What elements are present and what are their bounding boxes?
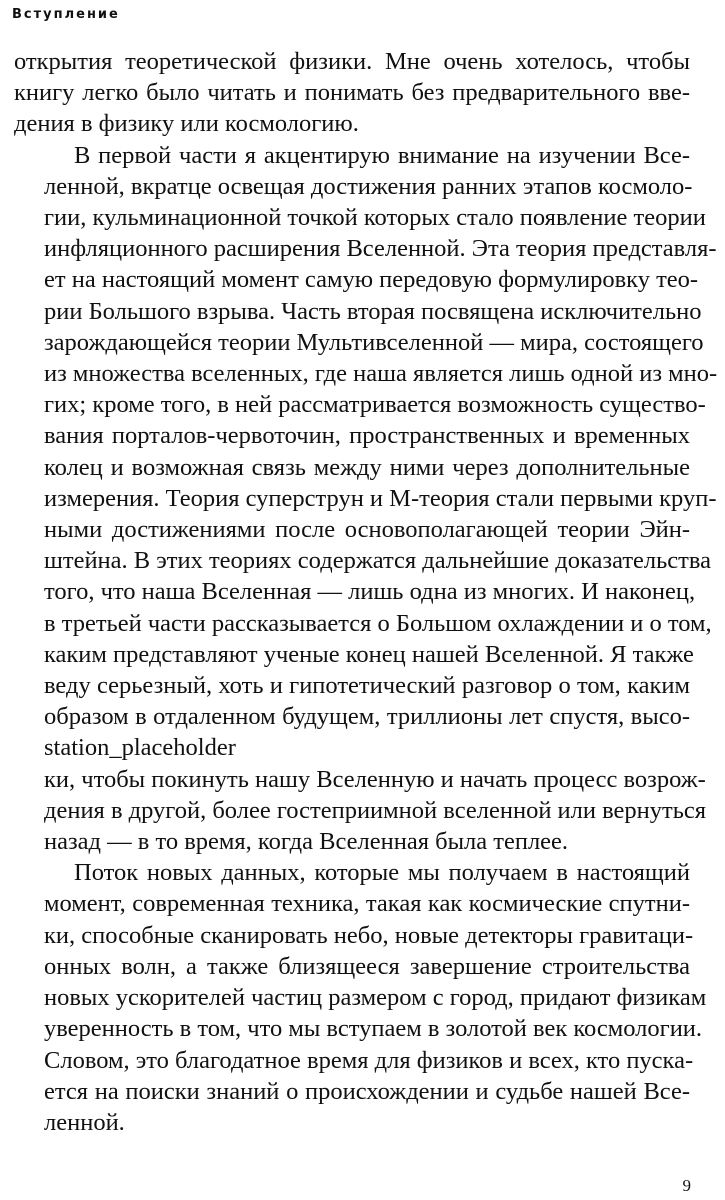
text-line: в третьей части рассказывается о Большом охлаждении и о том, (44, 609, 712, 637)
text-line: колец и возможная связь между ними через дополнительные (44, 453, 690, 481)
text-line: того, что наша Вселенная — лишь одна из многих. И наконец, (44, 578, 696, 606)
text-line: уверенность в том, что мы вступаем в золотой век космологии. (44, 1015, 703, 1043)
page-number: 9 (682, 1176, 691, 1195)
body-text (14, 46, 718, 1138)
text-line: дения в другой, более гостеприимной вселенной или вернуться (44, 796, 707, 824)
text-line: штейна. В этих теориях содержатся дальнейшие доказательства (44, 547, 712, 575)
running-head: Вступление (12, 7, 120, 22)
text-line: момент, современная техника, такая как космические спутни- (44, 890, 690, 918)
text-line: из множества вселенных, где наша является лишь одной из мно- (44, 360, 718, 388)
paragraph-3 (14, 857, 707, 1138)
text-line: В первой части я акцентирую внимание на изучении Все- (74, 141, 690, 169)
text-line: ленной, вкратце освещая достижения ранних этапов космоло- (44, 172, 693, 200)
text-line: вания порталов-червоточин, пространственных и временных (44, 422, 690, 450)
text-line: рии Большого взрыва. Часть вторая посвящена исключительно (44, 297, 702, 325)
text-line: Поток новых данных, которые мы получаем в настоящий (74, 859, 690, 887)
text-line: ется на поиски знаний о происхождении и судьбе нашей Все- (44, 1077, 690, 1105)
text-line: измерения. Теория суперструн и М-теория стали первыми круп- (44, 484, 717, 512)
text-line: ки, способные сканировать небо, новые детекторы гравитаци- (44, 921, 694, 949)
text-line: ки, чтобы покинуть нашу Вселенную и начать процесс возрож- (44, 765, 706, 793)
text-line: дения в физику или космологию. (14, 110, 359, 138)
text-line: инфляционного расширения Вселенной. Эта теория представля- (44, 235, 717, 263)
text-line: онных волн, а также близящееся завершение строительства (44, 952, 690, 980)
text-line: гих; кроме того, в ней рассматривается возможность существо- (44, 391, 706, 419)
text-line: Словом, это благодатное время для физиков и всех, кто пуска- (44, 1046, 694, 1074)
text-line: новых ускорителей частиц размером с город, придают физикам (44, 984, 707, 1012)
text-line: зарождающейся теории Мультивселенной — мира, состоящего (44, 328, 704, 356)
text-line: ет на настоящий момент самую передовую формулировку тео- (44, 266, 699, 294)
text-line: ными достижениями после основополагающей теории Эйн- (44, 516, 690, 544)
text-line: гии, кульминационной точкой которых стало появление теории (44, 204, 706, 232)
text-line: назад — в то время, когда Вселенная была теплее. (44, 828, 569, 856)
text-line: каким представляют ученые конец нашей Вселенной. Я также (44, 640, 694, 668)
text-line: station_placeholder (44, 734, 236, 762)
text-line: книгу легко было читать и понимать без предварительного вве- (14, 79, 690, 107)
paragraph-2 (14, 140, 718, 858)
text-line: образом в отдаленном будущем, триллионы лет спустя, высо- (44, 703, 690, 731)
text-line: ленной. (44, 1108, 125, 1136)
text-line: открытия теоретической физики. Мне очень хотелось, чтобы (14, 48, 690, 75)
text-line: веду серьезный, хоть и гипотетический разговор о том, каким (44, 672, 690, 700)
paragraph-1 (14, 46, 690, 140)
